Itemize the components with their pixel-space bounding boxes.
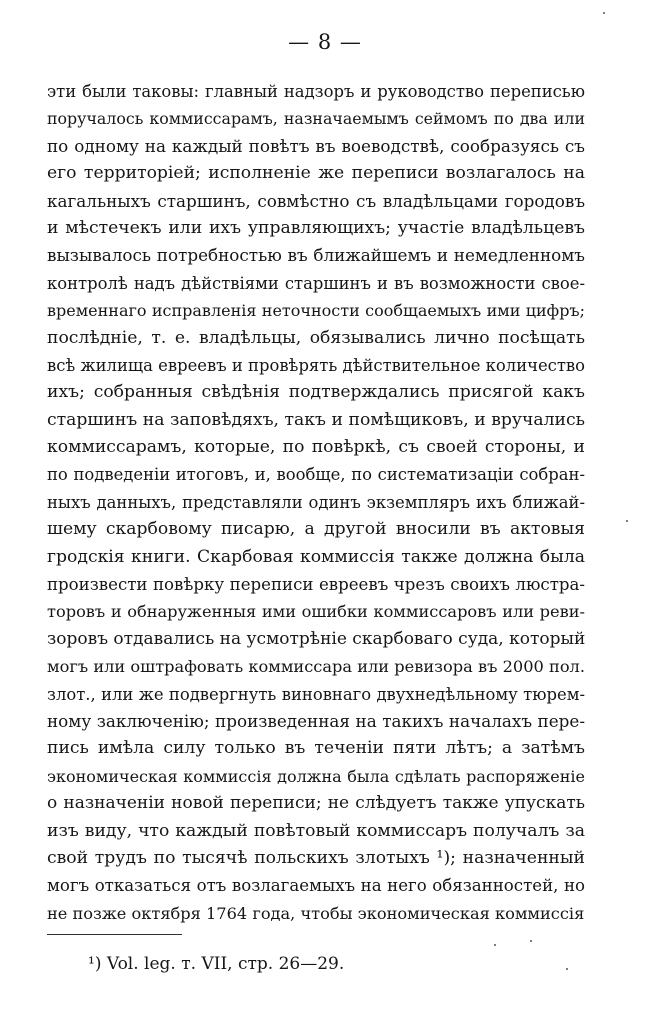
footnote-divider: [47, 934, 182, 935]
text-line: эти были таковы: главный надзоръ и руководство переписью: [47, 82, 585, 101]
text-line: торовъ и обнаруженныя ими ошибки коммиссаровъ или реви-: [47, 602, 585, 622]
text-line: коммиссарамъ, которые, по повѣркѣ, съ своей стороны, и: [47, 437, 585, 458]
text-line: не позже октября 1764 года, чтобы экономическая коммиссія: [47, 903, 585, 923]
page-number: — 8 —: [288, 30, 362, 54]
body-text: [47, 78, 585, 927]
text-line: о назначеніи новой переписи; не слѣдуетъ также упускать: [47, 793, 585, 814]
text-line: ныхъ данныхъ, представляли одинъ экземпляръ ихъ ближай-: [47, 492, 585, 512]
text-line: экономическая коммиссія должна была сдѣлать распоряженіе: [47, 766, 585, 786]
text-line: злот., или же подвергнуть виновнаго двухнедѣльному тюрем-: [47, 684, 585, 704]
text-line: ному заключенію; произведенная на такихъ началахъ пере-: [47, 710, 585, 731]
text-line: шему скарбовому писарю, а другой вносили въ актовыя: [47, 519, 585, 540]
text-line: послѣдніе, т. е. владѣльцы, обязывались лично посѣщать: [47, 327, 585, 348]
text-line: могъ отказаться отъ возлагаемыхъ на него обязанностей, но: [47, 876, 585, 896]
text-line: могъ или оштрафовать коммиссара или ревизора въ 2000 пол.: [47, 657, 585, 677]
text-line: старшинъ на заповѣдяхъ, такъ и помѣщиковъ, и вручались: [47, 409, 585, 430]
text-line: по подведеніи итоговъ, и, вообще, по систематизаціи собран-: [47, 465, 585, 485]
text-line: по одному на каждый повѣтъ въ воеводствѣ, сообразуясь съ: [47, 135, 585, 156]
text-line: контролѣ надъ дѣйствіями старшинъ и въ возможности свое-: [47, 273, 585, 293]
text-line: изъ виду, что каждый повѣтовый коммиссаръ получалъ за: [47, 820, 585, 841]
text-line: поручалось коммиссарамъ, назначаемымъ сеймомъ по два или: [47, 109, 585, 129]
text-line: ихъ; собранныя свѣдѣнія подтверждались присягой какъ: [47, 382, 585, 403]
footnote: ¹) Vol. leg. т. VII, стр. 26—29.: [88, 954, 345, 974]
text-line: всѣ жилища евреевъ и провѣрять дѣйствительное количество: [47, 355, 585, 375]
text-line: зоровъ отдавались на усмотрѣніе скарбоваго суда, который: [47, 628, 585, 649]
scan-speck: [603, 12, 605, 14]
text-line: свой трудъ по тысячѣ польскихъ злотыхъ ¹); назначенный: [47, 847, 585, 868]
text-line: гродскія книги. Скарбовая коммиссія также должна была: [47, 546, 585, 567]
scan-speck: [530, 940, 532, 942]
scan-speck: [626, 520, 628, 522]
text-line: пись имѣла силу только въ теченіи пяти лѣтъ; а затѣмъ: [47, 738, 585, 759]
text-line: его территоріей; исполненіе же переписи возлагалось на: [47, 163, 585, 184]
text-line: временнаго исправленія неточности сообщаемыхъ ими цифръ;: [47, 301, 585, 321]
text-line: произвести повѣрку переписи евреевъ чрезъ своихъ люстра-: [47, 575, 585, 595]
scan-speck: [566, 968, 568, 970]
scan-speck: [494, 944, 496, 946]
text-line: кагальныхъ старшинъ, совмѣстно съ владѣльцами городовъ: [47, 190, 585, 211]
text-line: вызывалось потребностью въ ближайшемъ и немедленномъ: [47, 245, 585, 266]
text-line: и мѣстечекъ или ихъ управляющихъ; участіе владѣльцевъ: [47, 217, 585, 238]
